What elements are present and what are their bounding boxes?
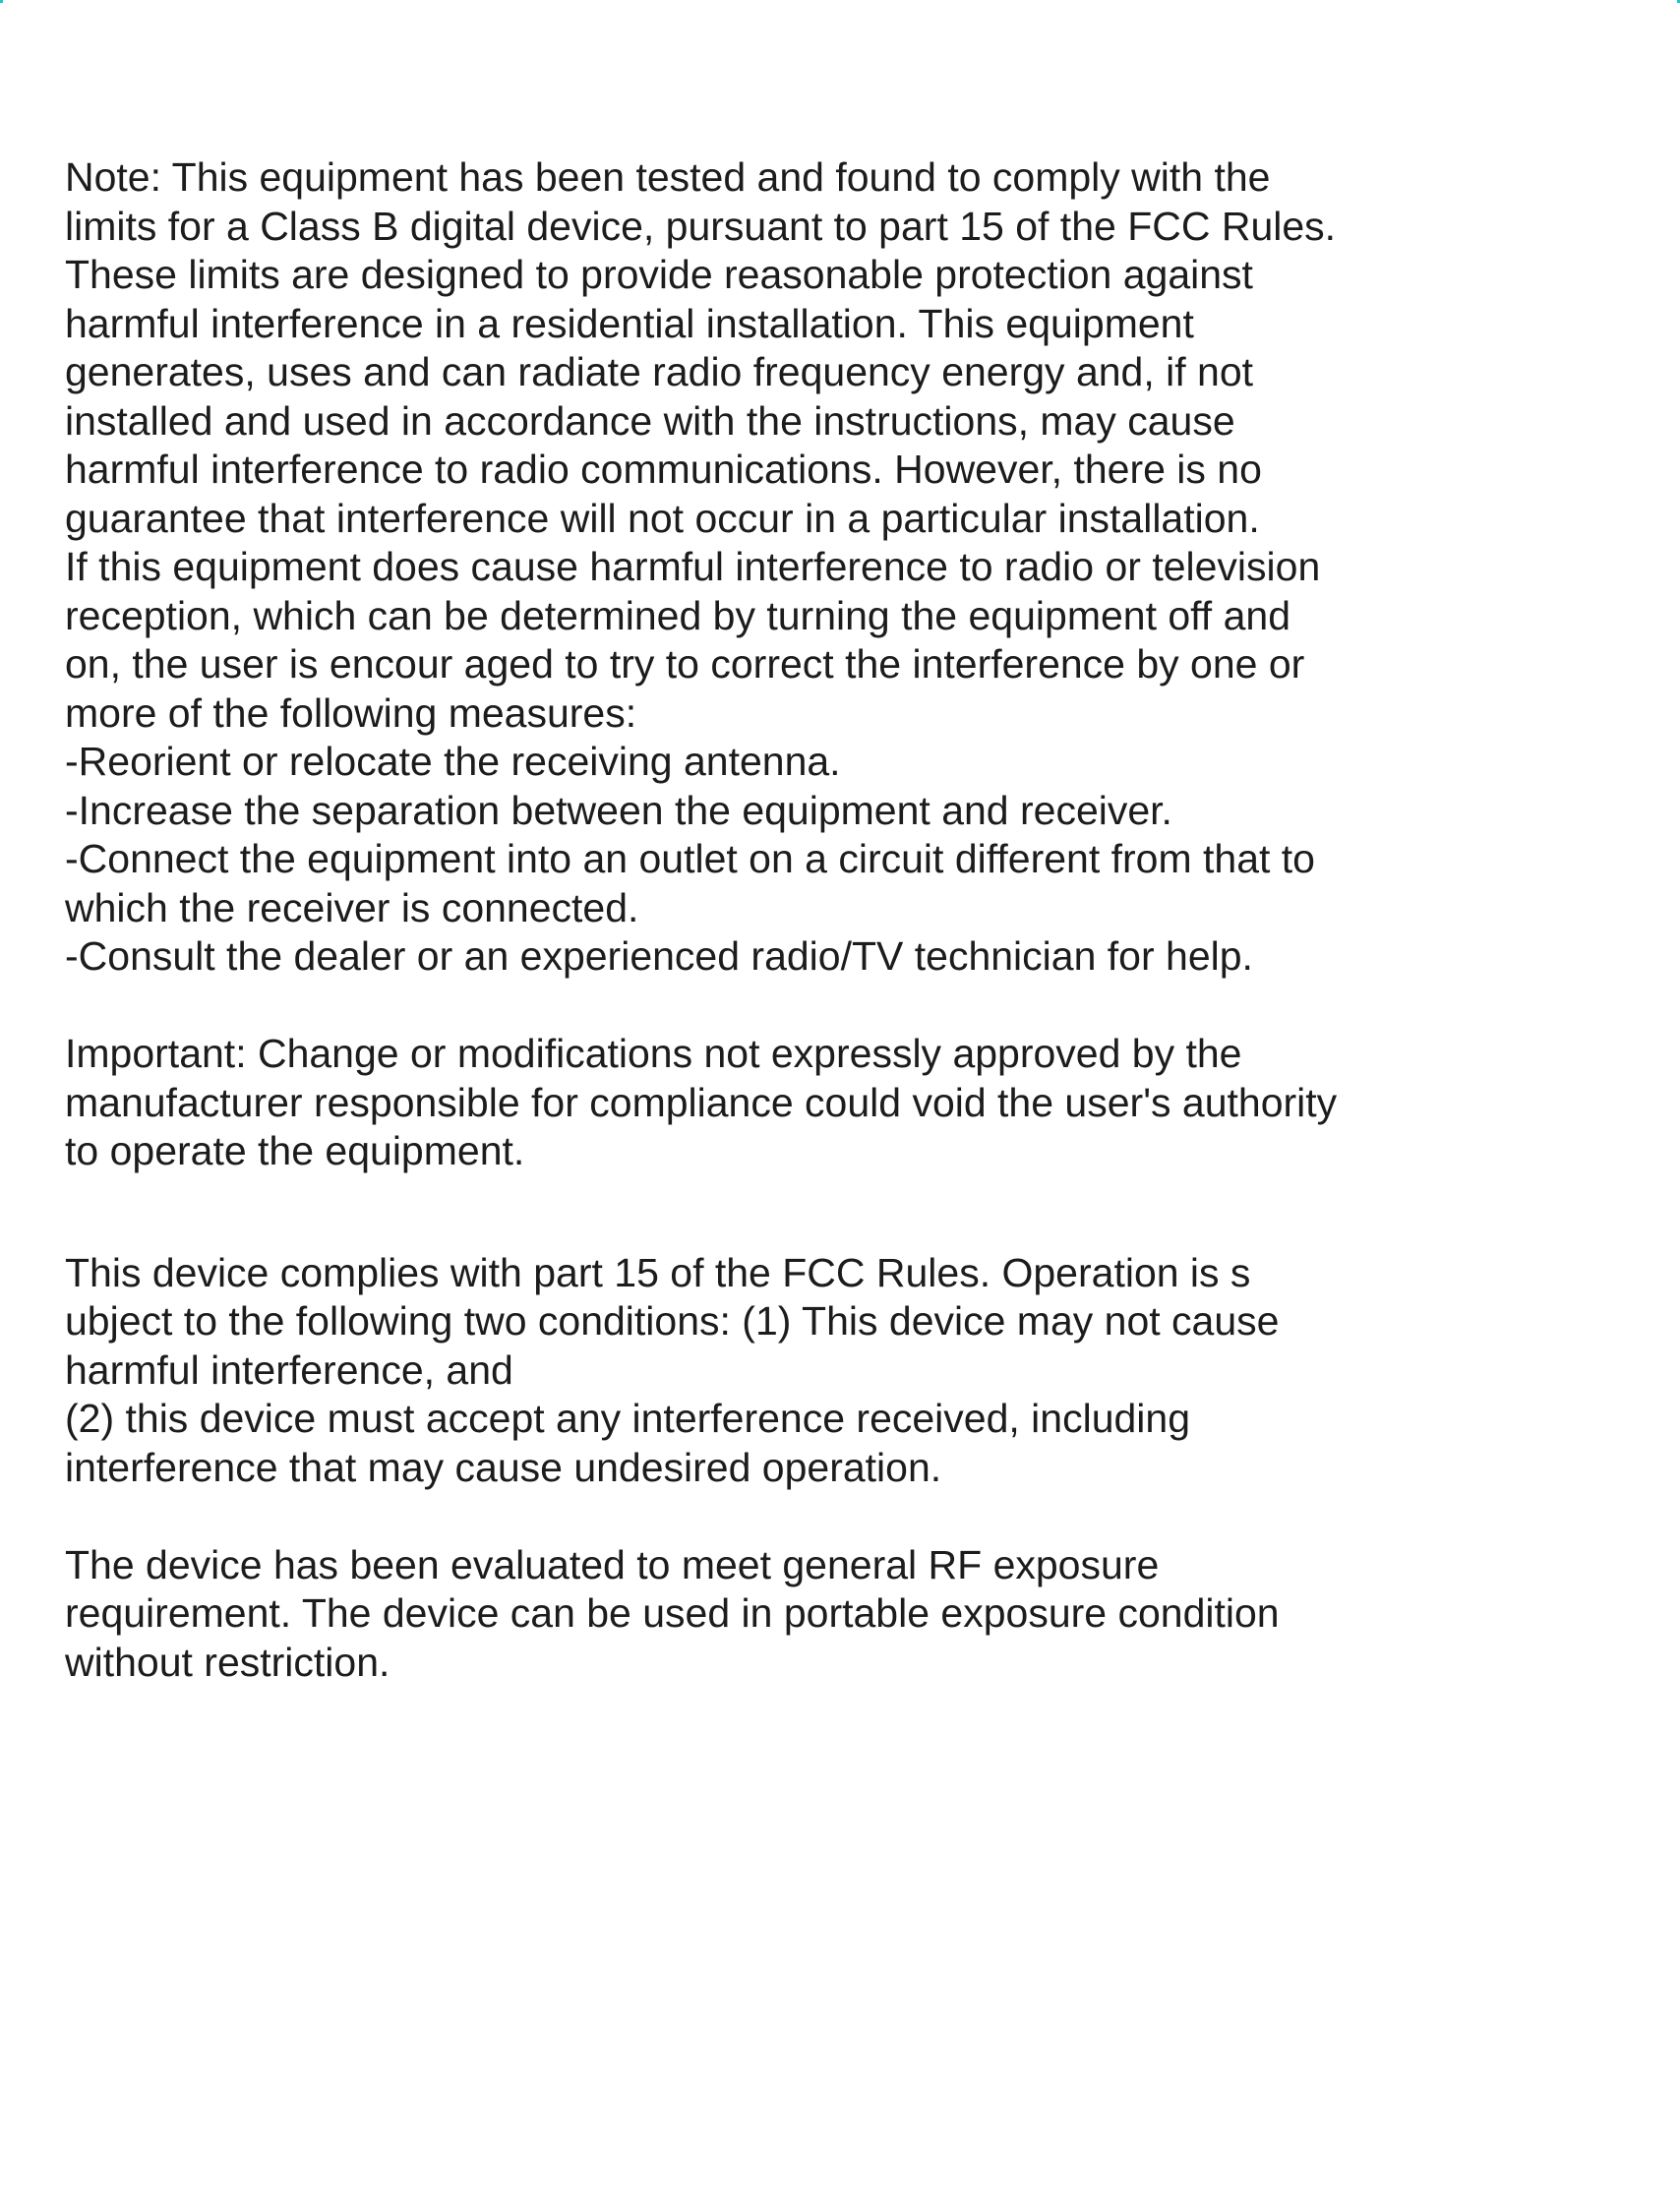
text-line: This device complies with part 15 of the FCC Rules. Operation is s [65,1249,1251,1295]
text-line: interference that may cause undesired operation. [65,1444,942,1490]
measure-item: -Consult the dealer or an experienced radio/TV technician for help. [65,933,1253,979]
fcc-note-paragraph [65,153,1639,982]
text-line: generates, uses and can radiate radio frequency energy and, if not [65,349,1254,394]
text-line: Note: This equipment has been tested and found to comply with the [65,154,1271,200]
part15-statement-paragraph [65,1249,1639,1493]
measure-item: -Connect the equipment into an outlet on a circuit different from that to [65,836,1315,881]
text-line: reception, which can be determined by turning the equipment off and [65,592,1290,638]
text-line: These limits are designed to provide reasonable protection against [65,252,1253,297]
text-line: guarantee that interference will not occur in a particular installation. [65,495,1260,541]
text-line: (2) this device must accept any interference received, including [65,1396,1191,1441]
text-line: installed and used in accordance with the instructions, may cause [65,397,1235,444]
text-line: without restriction. [65,1639,390,1685]
text-line: manufacturer responsible for compliance could void the user's authority [65,1079,1338,1125]
text-line: limits for a Class B digital device, pursuant to part 15 of the FCC Rules. [65,203,1337,249]
measure-item-continued: which the receiver is connected. [65,884,639,930]
paragraph-spacer [65,1492,1639,1541]
text-line: harmful interference, and [65,1346,513,1393]
measure-item: -Increase the separation between the equipment and receiver. [65,787,1172,833]
text-line: ubject to the following two conditions: (1) This device may not cause [65,1298,1280,1344]
text-line: harmful interference in a residential installation. This equipment [65,300,1194,346]
text-line: If this equipment does cause harmful interference to radio or television [65,544,1321,589]
paragraph-spacer [65,1176,1639,1249]
text-line: on, the user is encour aged to try to correct the interference by one or [65,641,1305,687]
fcc-document [65,153,1639,1687]
text-line: to operate the equipment. [65,1128,525,1173]
text-line: harmful interference to radio communications. However, there is no [65,447,1262,492]
text-line: more of the following measures: [65,689,637,736]
paragraph-spacer [65,982,1639,1031]
important-notice-paragraph [65,1030,1639,1176]
text-line: requirement. The device can be used in portable exposure condition [65,1590,1280,1636]
text-line: Important: Change or modifications not expressly approved by the [65,1031,1242,1076]
text-line: The device has been evaluated to meet general RF exposure [65,1541,1160,1587]
rf-exposure-paragraph [65,1541,1639,1688]
measure-item: -Reorient or relocate the receiving antenna. [65,739,841,784]
corner-mark-left [0,0,3,3]
